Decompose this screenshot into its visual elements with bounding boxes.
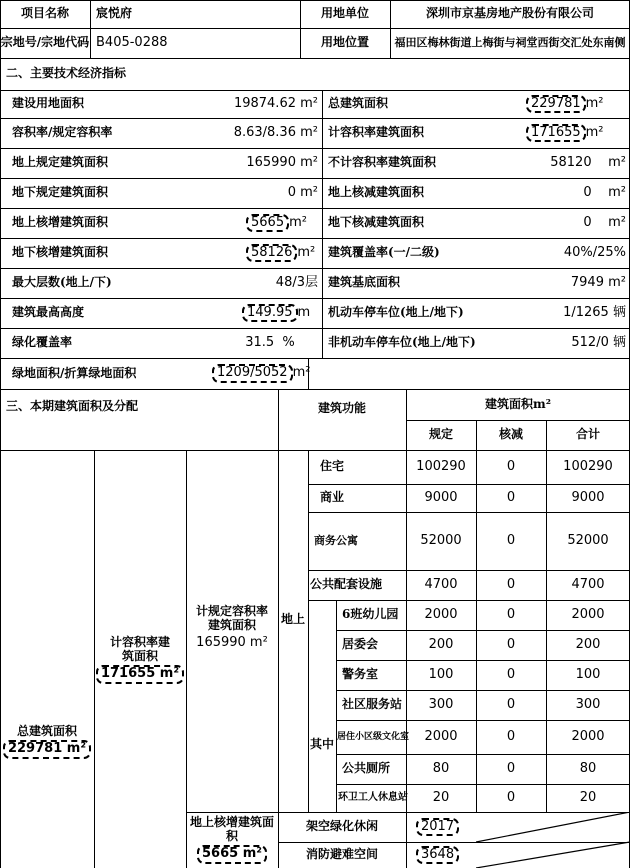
non-far-area-value: 58120 m² <box>550 154 626 170</box>
col-total: 合计 <box>575 427 600 442</box>
row-greenspace-value: 2017 <box>406 812 476 842</box>
bike-parking-label: 非机动车停车位(地上/地下) <box>328 335 476 350</box>
max-height-value: 149.95 m <box>242 298 322 328</box>
total-area-block-label: 总建筑面积 <box>16 723 77 738</box>
far-area-value: 171655 m² <box>526 118 630 148</box>
row-culture-planned: 2000 <box>424 728 458 744</box>
row-commercial-name: 商业 <box>320 490 345 505</box>
above-reduced-value: 0 m² <box>583 184 626 200</box>
row-culture-total: 2000 <box>571 728 605 744</box>
total-area-block-value: 229781 m² <box>3 740 91 759</box>
above-ground-label: 地上 <box>280 612 305 627</box>
far-area-block-label: 计容积率建筑面积 <box>110 634 171 663</box>
added-area-block-value: 5665 m² <box>197 845 267 864</box>
planned-area-block-label: 计规定容积率建筑面积 <box>196 603 269 632</box>
row-committee-name: 居委会 <box>342 637 379 652</box>
footprint-value: 7949 m² <box>570 274 626 290</box>
row-police-planned: 100 <box>428 666 454 682</box>
row-committee-planned: 200 <box>428 636 454 652</box>
land-unit-value: 深圳市京基房地产股份有限公司 <box>425 6 594 21</box>
row-apartment-reduced: 0 <box>506 532 516 548</box>
strike-lines <box>476 812 630 868</box>
row-committee-reduced: 0 <box>506 636 516 652</box>
row-apartment-total: 52000 <box>567 532 609 548</box>
below-reduced-label: 地下核减建筑面积 <box>328 215 425 230</box>
car-parking-value: 1/1265 辆 <box>563 304 626 320</box>
max-height-label: 建筑最高高度 <box>12 305 85 320</box>
total-area-block <box>0 710 94 774</box>
land-unit-label: 用地单位 <box>320 6 369 21</box>
row-residential-name: 住宅 <box>320 459 345 474</box>
area-header: 建筑面积m² <box>485 396 551 411</box>
row-commercial-reduced: 0 <box>506 489 516 505</box>
non-far-area-label: 不计容积率建筑面积 <box>328 155 437 170</box>
green-area-label: 绿地面积/折算绿地面积 <box>12 365 137 380</box>
row-sanitation-total: 20 <box>579 789 597 805</box>
far-area-block-value: 171655 m² <box>96 665 184 684</box>
below-added-value: 58126 m² <box>246 238 322 268</box>
section3-title: 三、本期建筑面积及分配 <box>6 399 139 414</box>
far-area-block <box>94 620 186 700</box>
row-committee-total: 200 <box>575 636 601 652</box>
row-public-total: 4700 <box>571 576 605 592</box>
site-area-value: 19874.62 m² <box>233 95 318 111</box>
coverage-ratio-label: 建筑覆盖率(一/二级) <box>328 245 440 260</box>
row-refuge-value: 3648 <box>406 842 476 868</box>
row-community-reduced: 0 <box>506 696 516 712</box>
row-public-name: 公共配套设施 <box>310 577 383 592</box>
row-police-total: 100 <box>575 666 601 682</box>
below-planned-label: 地下规定建筑面积 <box>12 185 109 200</box>
added-area-block <box>186 812 278 868</box>
section2-title: 二、主要技术经济指标 <box>6 66 127 81</box>
row-toilet-total: 80 <box>579 760 597 776</box>
max-floors-value: 48/3层 <box>275 274 318 290</box>
col-reduced: 核减 <box>498 427 523 442</box>
row-kindergarten-name: 6班幼儿园 <box>342 607 399 622</box>
row-refuge-name: 消防避难空间 <box>305 847 378 862</box>
far-label: 容积率/规定容积率 <box>12 125 113 140</box>
below-added-label: 地下核增建筑面积 <box>12 245 109 260</box>
coverage-ratio-value: 40%/25% <box>563 244 626 260</box>
row-residential-total: 100290 <box>563 458 613 474</box>
row-kindergarten-reduced: 0 <box>506 606 516 622</box>
green-coverage-label: 绿化覆盖率 <box>12 335 73 350</box>
site-area-label: 建设用地面积 <box>12 96 85 111</box>
location-value: 福田区梅林街道上梅街与祠堂西街交汇处东南侧 <box>394 35 626 49</box>
among-label: 其中 <box>309 737 334 752</box>
row-public-reduced: 0 <box>506 576 516 592</box>
above-reduced-label: 地上核减建筑面积 <box>328 185 425 200</box>
project-name-label: 项目名称 <box>20 6 69 21</box>
row-apartment-planned: 52000 <box>420 532 462 548</box>
below-reduced-value: 0 m² <box>583 214 626 230</box>
car-parking-label: 机动车停车位(地上/地下) <box>328 305 464 320</box>
green-coverage-value: 31.5 % <box>245 334 295 350</box>
row-toilet-reduced: 0 <box>506 760 516 776</box>
max-floors-label: 最大层数(地上/下) <box>12 275 112 290</box>
above-planned-value: 165990 m² <box>246 154 318 170</box>
bike-parking-value: 512/0 辆 <box>571 334 626 350</box>
row-police-reduced: 0 <box>506 666 516 682</box>
parcel-label: 宗地号/宗地代码 <box>0 35 90 50</box>
col-planned: 规定 <box>428 427 453 442</box>
row-residential-reduced: 0 <box>506 458 516 474</box>
row-community-total: 300 <box>575 696 601 712</box>
green-area-value: 1209/5052 m² <box>212 358 308 389</box>
row-sanitation-name: 环卫工人休息站 <box>338 792 408 804</box>
below-planned-value: 0 m² <box>287 184 318 200</box>
row-community-planned: 300 <box>428 696 454 712</box>
row-toilet-name: 公共厕所 <box>342 761 391 776</box>
row-residential-planned: 100290 <box>416 458 466 474</box>
row-police-name: 警务室 <box>342 667 379 682</box>
above-added-value: 5665 m² <box>246 208 322 238</box>
row-commercial-planned: 9000 <box>424 489 458 505</box>
row-apartment-name: 商务公寓 <box>314 533 358 547</box>
parcel-value: B405-0288 <box>96 34 168 50</box>
far-value: 8.63/8.36 m² <box>233 124 318 140</box>
row-kindergarten-planned: 2000 <box>424 606 458 622</box>
row-kindergarten-total: 2000 <box>571 606 605 622</box>
total-area-label: 总建筑面积 <box>328 96 389 111</box>
row-culture-reduced: 0 <box>506 728 516 744</box>
row-toilet-planned: 80 <box>432 760 450 776</box>
function-header: 建筑功能 <box>317 401 366 416</box>
location-label: 用地位置 <box>320 35 369 50</box>
row-commercial-total: 9000 <box>571 489 605 505</box>
added-area-block-label: 地上核增建筑面积 <box>189 814 274 843</box>
row-greenspace-name: 架空绿化休闲 <box>305 819 378 834</box>
planned-area-block <box>186 590 278 666</box>
above-added-label: 地上核增建筑面积 <box>12 215 109 230</box>
project-name-value: 宸悦府 <box>96 6 133 21</box>
row-community-name: 社区服务站 <box>342 697 403 712</box>
footprint-label: 建筑基底面积 <box>328 275 401 290</box>
above-planned-label: 地上规定建筑面积 <box>12 155 109 170</box>
row-sanitation-reduced: 0 <box>506 789 516 805</box>
row-sanitation-planned: 20 <box>432 789 450 805</box>
total-area-value: 229781 m² <box>526 90 630 118</box>
planned-area-block-value: 165990 m² <box>196 635 268 651</box>
row-culture-name: 居住小区级文化室 <box>337 731 410 742</box>
row-public-planned: 4700 <box>424 576 458 592</box>
far-area-label: 计容积率建筑面积 <box>328 125 425 140</box>
